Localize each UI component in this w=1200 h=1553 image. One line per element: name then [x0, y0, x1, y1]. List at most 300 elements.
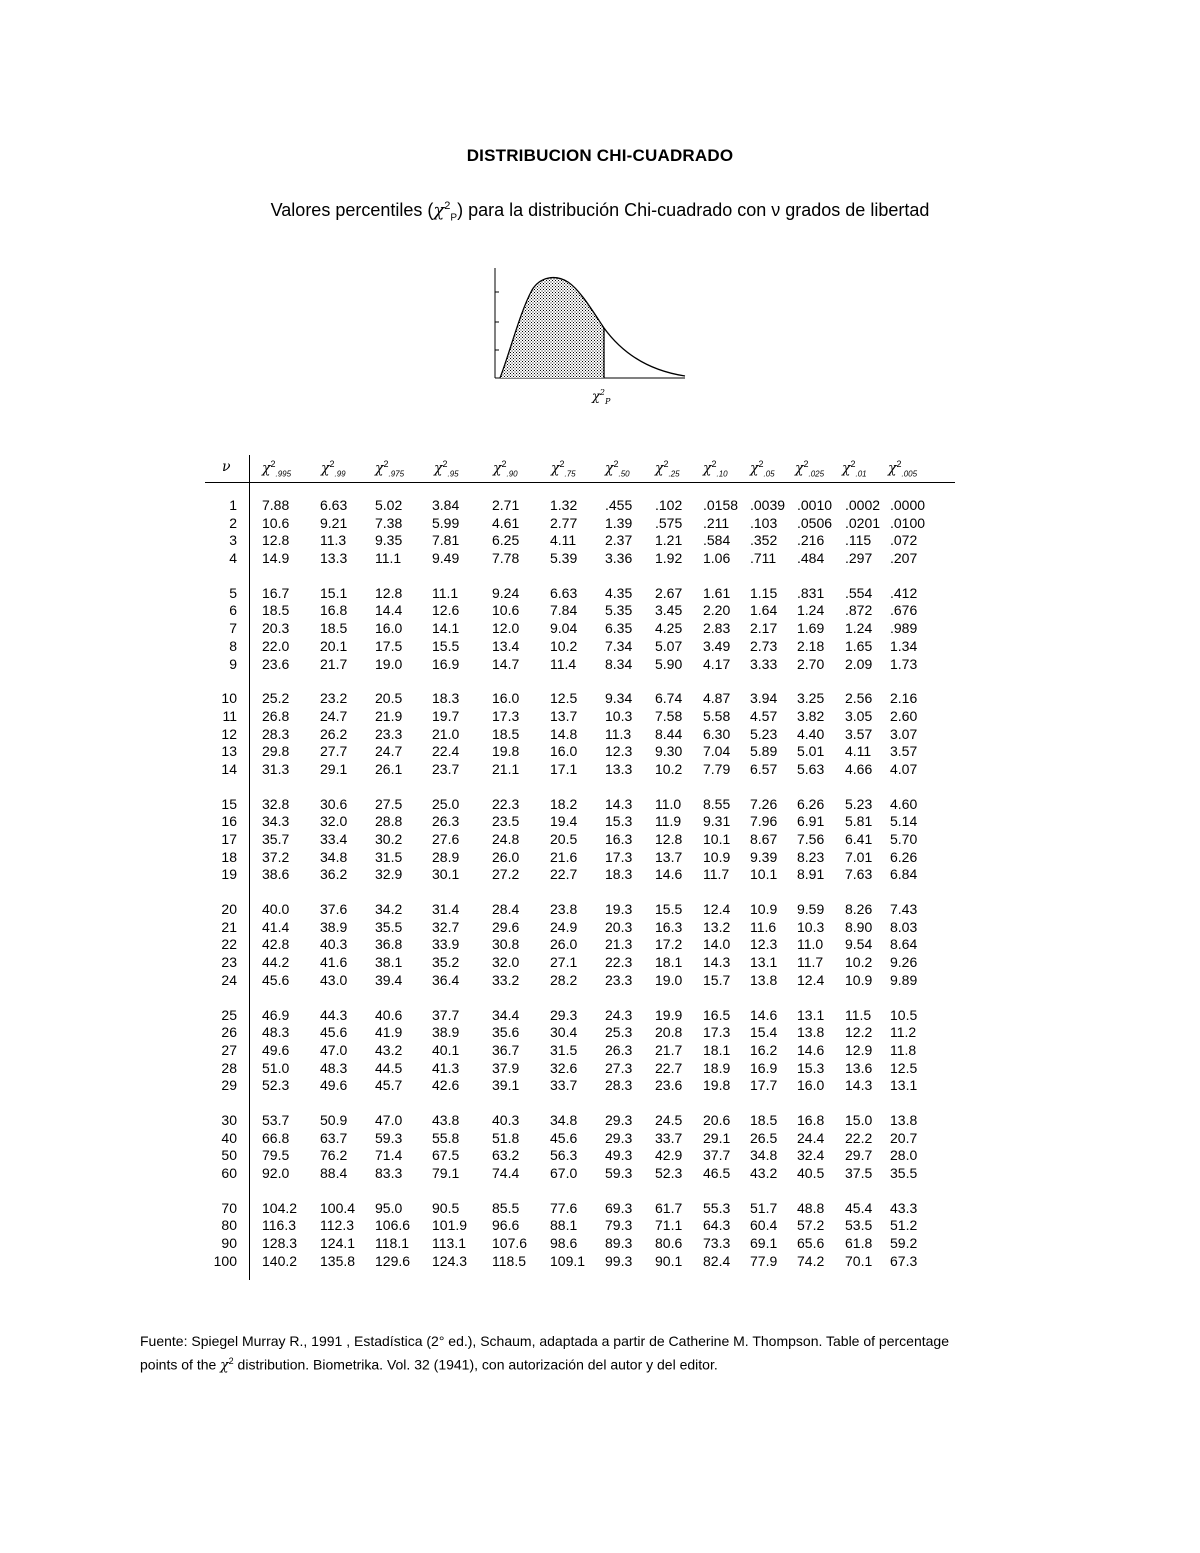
value-cell: 10.2 — [550, 637, 578, 654]
value-cell: 43.8 — [432, 1111, 460, 1128]
value-cell: 2.20 — [703, 602, 731, 619]
value-cell: .103 — [750, 514, 778, 531]
header-chi-p95: $\chi^2_{.95}$ — [434, 459, 459, 479]
header-chi-p10: $\chi^2_{.10}$ — [703, 459, 728, 479]
value-cell: 28.4 — [492, 901, 520, 918]
nu-cell: 50 — [221, 1147, 237, 1164]
value-cell: 11.9 — [655, 813, 682, 830]
value-cell: 45.6 — [262, 971, 290, 988]
value-cell: 3.25 — [797, 690, 825, 707]
value-cell: 9.04 — [550, 620, 578, 637]
header-chi-p99: $\chi^2_{.99}$ — [321, 459, 346, 479]
nu-cell: 6 — [229, 602, 237, 619]
value-cell: 23.5 — [492, 813, 520, 830]
value-cell: 19.7 — [432, 707, 460, 724]
nu-cell: 17 — [221, 831, 237, 847]
value-cell: 39.1 — [492, 1077, 520, 1094]
value-cell: 53.7 — [262, 1111, 290, 1128]
value-cell: .711 — [750, 550, 777, 567]
value-cell: 55.8 — [432, 1129, 460, 1146]
value-cell: 24.3 — [605, 1006, 633, 1023]
value-cell: 17.7 — [750, 1077, 778, 1094]
value-cell: 9.31 — [703, 813, 731, 830]
value-cell: 6.35 — [605, 620, 633, 637]
value-cell: 118.5 — [492, 1252, 526, 1269]
value-cell: .872 — [845, 602, 873, 619]
value-cell: 24.9 — [550, 918, 578, 935]
value-cell: 29.7 — [845, 1147, 873, 1164]
value-cell: 48.3 — [320, 1059, 348, 1076]
value-cell: 27.2 — [492, 866, 520, 883]
value-cell: 34.3 — [262, 813, 290, 830]
value-cell: 28.8 — [375, 813, 403, 830]
value-cell: 26.0 — [550, 936, 578, 953]
value-cell: 10.1 — [703, 831, 731, 847]
header-chi-p50: $\chi^2_{.50}$ — [605, 459, 630, 479]
value-cell: 43.3 — [890, 1199, 918, 1216]
value-cell: 5.81 — [845, 813, 873, 830]
value-cell: 38.6 — [262, 866, 290, 883]
value-cell: 17.5 — [375, 637, 403, 654]
value-cell: 107.6 — [492, 1235, 528, 1252]
value-cell: 29.3 — [605, 1111, 633, 1128]
value-cell: 4.35 — [605, 584, 633, 601]
nu-cell: 5 — [229, 584, 237, 601]
value-cell: 9.39 — [750, 848, 778, 865]
value-cell: 95.0 — [375, 1199, 403, 1216]
value-cell: 2.56 — [845, 690, 873, 707]
value-cell: 9.35 — [375, 532, 403, 549]
value-cell: 40.1 — [432, 1041, 460, 1058]
value-cell: 40.3 — [492, 1111, 520, 1128]
value-cell: 8.67 — [750, 831, 778, 847]
nu-cell: 16 — [221, 813, 237, 830]
value-cell: 36.7 — [492, 1041, 520, 1058]
value-cell: 1.73 — [890, 655, 918, 672]
value-cell: 4.60 — [890, 795, 918, 812]
header-chi-p01: $\chi^2_{.01}$ — [842, 459, 867, 479]
value-cell: 29.6 — [492, 918, 520, 935]
value-cell: 16.5 — [703, 1006, 731, 1023]
nu-cell: 19 — [221, 866, 237, 883]
nu-cell: 10 — [221, 690, 237, 707]
value-cell: 14.0 — [703, 936, 731, 953]
value-cell: 20.3 — [605, 918, 633, 935]
value-cell: 2.18 — [797, 637, 825, 654]
value-cell: 1.69 — [797, 620, 825, 637]
value-cell: 50.9 — [320, 1111, 348, 1128]
footnote-sup: 2 — [228, 1356, 234, 1366]
value-cell: 15.0 — [845, 1111, 873, 1128]
value-cell: 16.0 — [550, 743, 578, 760]
value-cell: 5.07 — [655, 637, 683, 654]
value-cell: 42.9 — [655, 1147, 683, 1164]
value-cell: 66.8 — [262, 1129, 290, 1146]
value-cell: 14.8 — [550, 725, 578, 742]
value-cell: 6.91 — [797, 813, 825, 830]
value-cell: 1.21 — [655, 532, 683, 549]
table-row — [205, 813, 955, 831]
value-cell: 21.7 — [655, 1041, 683, 1058]
value-cell: 12.8 — [375, 584, 403, 601]
value-cell: 20.3 — [262, 620, 290, 637]
value-cell: 40.0 — [262, 901, 290, 918]
nu-cell: 1 — [229, 497, 237, 513]
value-cell: 10.3 — [605, 707, 633, 724]
value-cell: 24.8 — [492, 831, 520, 847]
value-cell: 1.24 — [797, 602, 825, 619]
value-cell: 7.84 — [550, 602, 578, 619]
value-cell: 17.1 — [550, 760, 578, 777]
table-row — [205, 1060, 955, 1078]
nu-cell: 13 — [221, 743, 237, 760]
value-cell: 26.1 — [375, 760, 403, 777]
value-cell: 74.2 — [797, 1252, 825, 1269]
value-cell: 49.6 — [320, 1077, 348, 1094]
nu-cell: 25 — [221, 1006, 237, 1023]
value-cell: 15.7 — [703, 971, 731, 988]
value-cell: 88.4 — [320, 1165, 348, 1181]
value-cell: 22.4 — [432, 743, 460, 760]
value-cell: 27.7 — [320, 743, 348, 760]
value-cell: 19.0 — [375, 655, 403, 672]
value-cell: 10.2 — [655, 760, 683, 777]
table-row — [205, 972, 955, 990]
value-cell: 4.87 — [703, 690, 731, 707]
value-cell: .455 — [605, 497, 633, 513]
value-cell: 99.3 — [605, 1252, 633, 1269]
value-cell: 6.25 — [492, 532, 520, 549]
value-cell: .554 — [845, 584, 873, 601]
value-cell: 19.4 — [550, 813, 578, 830]
value-cell: 16.3 — [605, 831, 633, 847]
value-cell: 113.1 — [432, 1235, 466, 1252]
value-cell: 5.01 — [797, 743, 825, 760]
value-cell: 26.3 — [432, 813, 460, 830]
value-cell: 7.58 — [655, 707, 683, 724]
value-cell: 22.7 — [655, 1059, 683, 1076]
nu-cell: 21 — [221, 918, 237, 935]
value-cell: 53.5 — [845, 1217, 873, 1234]
value-cell: 18.2 — [550, 795, 578, 812]
value-cell: 7.78 — [492, 550, 520, 567]
value-cell: 7.34 — [605, 637, 633, 654]
value-cell: 17.3 — [703, 1024, 731, 1041]
value-cell: 40.3 — [320, 936, 348, 953]
value-cell: 51.8 — [492, 1129, 520, 1146]
value-cell: 7.96 — [750, 813, 778, 830]
value-cell: 14.6 — [750, 1006, 778, 1023]
nu-cell: 30 — [221, 1111, 237, 1128]
table-row — [205, 656, 955, 674]
nu-cell: 23 — [221, 954, 237, 971]
nu-cell: 28 — [221, 1059, 237, 1076]
value-cell: 67.5 — [432, 1147, 460, 1164]
value-cell: 11.7 — [797, 954, 824, 971]
value-cell: 88.1 — [550, 1217, 578, 1234]
header-chi-p025: $\chi^2_{.025}$ — [795, 459, 825, 479]
value-cell: 22.3 — [605, 954, 633, 971]
value-cell: 42.8 — [262, 936, 290, 953]
value-cell: 8.34 — [605, 655, 633, 672]
value-cell: 100.4 — [320, 1199, 356, 1216]
value-cell: 140.2 — [262, 1252, 298, 1269]
value-cell: 16.8 — [797, 1111, 825, 1128]
value-cell: 11.1 — [375, 550, 402, 567]
value-cell: 35.5 — [375, 918, 403, 935]
value-cell: 28.2 — [550, 971, 578, 988]
value-cell: 11.1 — [432, 584, 459, 601]
value-cell: 1.15 — [750, 584, 778, 601]
value-cell: .207 — [890, 550, 918, 567]
value-cell: 4.07 — [890, 760, 918, 777]
value-cell: 19.8 — [492, 743, 520, 760]
value-cell: 16.9 — [750, 1059, 778, 1076]
value-cell: 35.7 — [262, 831, 290, 847]
value-cell: 49.6 — [262, 1041, 290, 1058]
value-cell: 22.3 — [492, 795, 520, 812]
value-cell: 41.6 — [320, 954, 348, 971]
value-cell: 11.7 — [703, 866, 730, 883]
value-cell: 35.2 — [432, 954, 460, 971]
value-cell: 22.2 — [845, 1129, 873, 1146]
value-cell: 15.5 — [432, 637, 460, 654]
value-cell: 11.0 — [797, 936, 824, 953]
value-cell: 37.7 — [432, 1006, 460, 1023]
table-row — [205, 1165, 955, 1183]
value-cell: .211 — [703, 514, 730, 531]
value-cell: 11.0 — [655, 795, 682, 812]
value-cell: 5.70 — [890, 831, 918, 847]
value-cell: 28.0 — [890, 1147, 918, 1164]
value-cell: 37.5 — [845, 1165, 873, 1181]
value-cell: 12.3 — [750, 936, 778, 953]
value-cell: 3.57 — [845, 725, 873, 742]
value-cell: 12.2 — [845, 1024, 873, 1041]
table-row — [205, 796, 955, 814]
value-cell: 18.3 — [432, 690, 460, 707]
value-cell: 18.5 — [320, 620, 348, 637]
value-cell: 18.1 — [703, 1041, 731, 1058]
value-cell: 3.84 — [432, 497, 460, 513]
value-cell: 7.56 — [797, 831, 825, 847]
chi-symbol: χ — [433, 200, 445, 221]
value-cell: 9.89 — [890, 971, 918, 988]
value-cell: 6.74 — [655, 690, 683, 707]
value-cell: 18.3 — [605, 866, 633, 883]
value-cell: 34.8 — [320, 848, 348, 865]
value-cell: 4.25 — [655, 620, 683, 637]
value-cell: 7.04 — [703, 743, 731, 760]
value-cell: 13.1 — [890, 1077, 918, 1094]
value-cell: 13.7 — [550, 707, 578, 724]
table-row — [205, 708, 955, 726]
value-cell: 18.5 — [492, 725, 520, 742]
value-cell: 55.3 — [703, 1199, 731, 1216]
value-cell: .676 — [890, 602, 918, 619]
value-cell: 5.39 — [550, 550, 578, 567]
value-cell: 7.26 — [750, 795, 778, 812]
value-cell: 32.0 — [492, 954, 520, 971]
row-group — [205, 796, 955, 884]
value-cell: .0506 — [797, 514, 833, 531]
value-cell: 27.5 — [375, 795, 403, 812]
table-row — [205, 638, 955, 656]
value-cell: 104.2 — [262, 1199, 298, 1216]
value-cell: 22.7 — [550, 866, 578, 883]
value-cell: .575 — [655, 514, 683, 531]
row-group — [205, 690, 955, 778]
value-cell: 16.3 — [655, 918, 683, 935]
value-cell: .0039 — [750, 497, 786, 513]
value-cell: 3.05 — [845, 707, 873, 724]
table-row — [205, 761, 955, 779]
value-cell: 11.8 — [890, 1041, 917, 1058]
value-cell: 90.1 — [655, 1252, 683, 1269]
table-row — [205, 497, 955, 515]
value-cell: 14.4 — [375, 602, 403, 619]
value-cell: 6.63 — [320, 497, 348, 513]
value-cell: 25.0 — [432, 795, 460, 812]
nu-cell: 26 — [221, 1024, 237, 1041]
nu-cell: 90 — [221, 1235, 237, 1252]
value-cell: .115 — [845, 532, 872, 549]
value-cell: 1.61 — [703, 584, 731, 601]
value-cell: 60.4 — [750, 1217, 778, 1234]
value-cell: 26.8 — [262, 707, 290, 724]
value-cell: 3.45 — [655, 602, 683, 619]
table-row — [205, 901, 955, 919]
value-cell: 24.4 — [797, 1129, 825, 1146]
value-cell: 13.4 — [492, 637, 520, 654]
value-cell: 52.3 — [262, 1077, 290, 1094]
value-cell: 83.3 — [375, 1165, 403, 1181]
value-cell: .989 — [890, 620, 918, 637]
value-cell: 14.1 — [432, 620, 460, 637]
value-cell: .0002 — [845, 497, 881, 513]
table-row — [205, 1147, 955, 1165]
value-cell: 34.8 — [550, 1111, 578, 1128]
value-cell: 36.4 — [432, 971, 460, 988]
table-row — [205, 550, 955, 568]
value-cell: 42.6 — [432, 1077, 460, 1094]
nu-cell: 14 — [221, 760, 237, 777]
value-cell: 5.23 — [750, 725, 778, 742]
table-row — [205, 585, 955, 603]
nu-cell: 15 — [221, 795, 237, 812]
value-cell: 48.3 — [262, 1024, 290, 1041]
value-cell: 26.2 — [320, 725, 348, 742]
value-cell: 65.6 — [797, 1235, 825, 1252]
value-cell: 109.1 — [550, 1252, 586, 1269]
subtitle-sup: 2 — [444, 200, 451, 212]
value-cell: 14.3 — [845, 1077, 873, 1094]
value-cell: 29.3 — [605, 1129, 633, 1146]
subtitle-sub: P — [450, 212, 458, 224]
value-cell: 34.8 — [750, 1147, 778, 1164]
value-cell: 15.1 — [320, 584, 348, 601]
value-cell: 8.90 — [845, 918, 873, 935]
chi-square-density-figure — [480, 262, 700, 422]
table-row — [205, 936, 955, 954]
value-cell: 12.0 — [492, 620, 520, 637]
value-cell: 23.6 — [262, 655, 290, 672]
value-cell: 17.3 — [605, 848, 633, 865]
value-cell: 4.40 — [797, 725, 825, 742]
footnote-before: points of the — [140, 1356, 221, 1373]
value-cell: 36.8 — [375, 936, 403, 953]
value-cell: 9.49 — [432, 550, 460, 567]
value-cell: 21.7 — [320, 655, 348, 672]
value-cell: 2.60 — [890, 707, 918, 724]
value-cell: 6.41 — [845, 831, 873, 847]
value-cell: 6.26 — [890, 848, 918, 865]
value-cell: 10.5 — [890, 1006, 918, 1023]
value-cell: 25.2 — [262, 690, 290, 707]
value-cell: 8.26 — [845, 901, 873, 918]
value-cell: 14.7 — [492, 655, 520, 672]
value-cell: 24.7 — [375, 743, 403, 760]
value-cell: 92.0 — [262, 1165, 290, 1181]
value-cell: 5.35 — [605, 602, 633, 619]
table-row — [205, 1235, 955, 1253]
value-cell: 31.5 — [550, 1041, 578, 1058]
value-cell: 2.16 — [890, 690, 918, 707]
value-cell: 8.64 — [890, 936, 918, 953]
value-cell: 7.38 — [375, 514, 403, 531]
value-cell: 14.3 — [605, 795, 633, 812]
table-row — [205, 1217, 955, 1235]
table-row — [205, 849, 955, 867]
value-cell: 2.77 — [550, 514, 578, 531]
value-cell: 71.4 — [375, 1147, 403, 1164]
value-cell: .102 — [655, 497, 683, 513]
value-cell: 34.2 — [375, 901, 403, 918]
value-cell: 13.6 — [845, 1059, 873, 1076]
value-cell: 49.3 — [605, 1147, 633, 1164]
value-cell: 11.3 — [320, 532, 347, 549]
value-cell: 29.8 — [262, 743, 290, 760]
value-cell: 41.9 — [375, 1024, 403, 1041]
table-row — [205, 743, 955, 761]
value-cell: 70.1 — [845, 1252, 873, 1269]
value-cell: 2.09 — [845, 655, 873, 672]
value-cell: 16.7 — [262, 584, 290, 601]
value-cell: 7.79 — [703, 760, 731, 777]
figure-sub: P — [604, 396, 611, 406]
value-cell: 44.5 — [375, 1059, 403, 1076]
value-cell: 32.7 — [432, 918, 460, 935]
value-cell: 106.6 — [375, 1217, 411, 1234]
value-cell: 30.4 — [550, 1024, 578, 1041]
value-cell: 12.6 — [432, 602, 460, 619]
value-cell: 2.37 — [605, 532, 633, 549]
value-cell: 23.3 — [605, 971, 633, 988]
value-cell: 15.4 — [750, 1024, 778, 1041]
header-nu: ν — [222, 459, 231, 475]
value-cell: 3.94 — [750, 690, 778, 707]
value-cell: 12.5 — [550, 690, 578, 707]
value-cell: 37.7 — [703, 1147, 731, 1164]
value-cell: 10.3 — [797, 918, 825, 935]
value-cell: 28.3 — [262, 725, 290, 742]
value-cell: 56.3 — [550, 1147, 578, 1164]
value-cell: 6.26 — [797, 795, 825, 812]
value-cell: 5.89 — [750, 743, 778, 760]
value-cell: 31.3 — [262, 760, 290, 777]
value-cell: 41.4 — [262, 918, 290, 935]
nu-cell: 27 — [221, 1041, 237, 1058]
